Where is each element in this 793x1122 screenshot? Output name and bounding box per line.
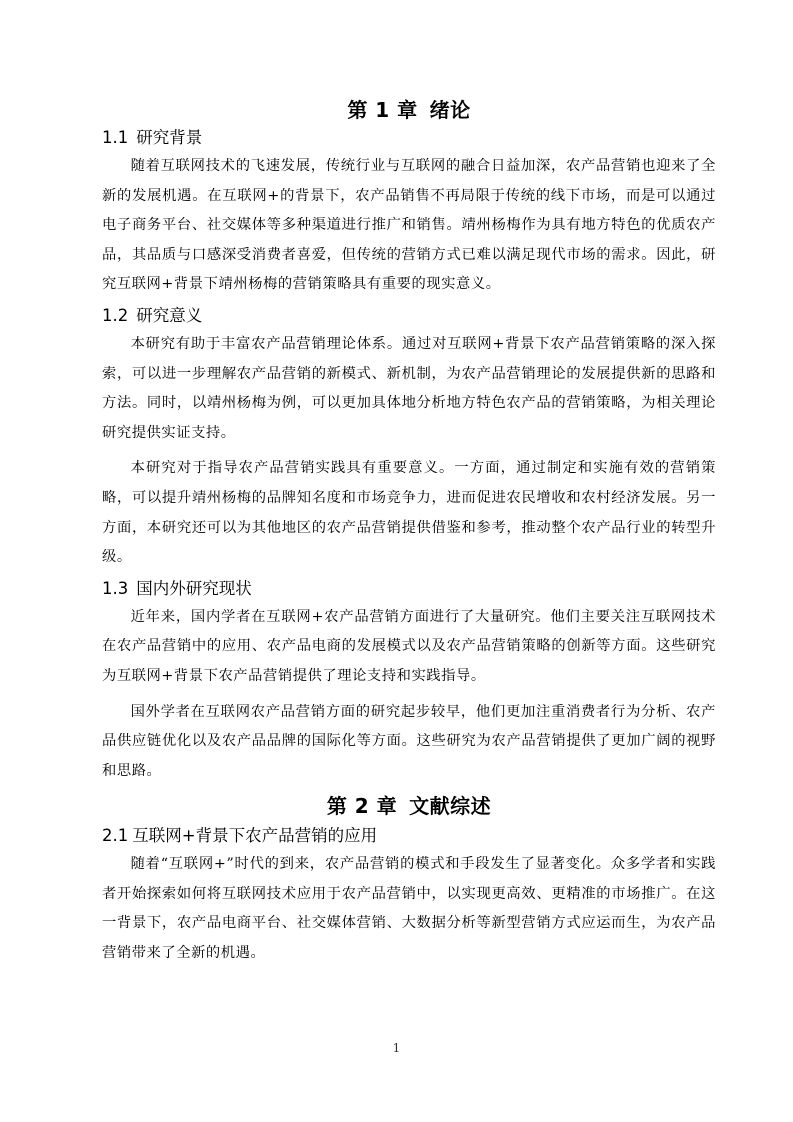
section-1-2-number: 1.2 [102,305,129,325]
section-1-3-heading [102,575,716,603]
paragraph: 近年来，国内学者在互联网+农产品营销方面进行了大量研究。他们主要关注互联网技术在农产品营销中的应用、农产品电商的发展模式以及农产品营销策略的创新等方面。这些研究为互联网+背景下农产品营销提供了理论支持和实践指导。 [102,608,716,684]
section-1-1-heading [102,124,716,152]
section-1-3-number: 1.3 [102,578,129,598]
paragraph: 本研究对于指导农产品营销实践具有重要意义。一方面，通过制定和实施有效的营销策略，可以提升靖州杨梅的品牌知名度和市场竞争力，进而促进农民增收和农村经济发展。另一方面，本研究还可以为其他地区的农产品营销提供借鉴和参考，推动整个农产品行业的转型升级。 [102,460,716,566]
section-2-1-heading [102,822,716,850]
section-2-1-title: 互联网+背景下农产品营销的应用 [132,826,378,846]
section-1-2-title: 研究意义 [136,305,203,325]
section-2-1 [102,822,716,968]
document-page [102,96,716,969]
section-1-1-number: 1.1 [102,128,129,147]
paragraph: 随着互联网技术的飞速发展，传统行业与互联网的融合日益加深，农产品营销也迎来了全新的发展机遇。在互联网+的背景下，农产品销售不再局限于传统的线下市场，而是可以通过电子商务平台、社交媒体等多种渠道进行推广和销售。靖州杨梅作为具有地方特色的优质农产品，其品质与口感深受消费者喜爱，但传统的营销方式已难以满足现代市场的需求。因此，研究互联网+背景下靖州杨梅的营销策略具有重要的现实意义。 [102,158,716,293]
paragraph: 随着“互联网+”时代的到来，农产品营销的模式和手段发生了显著变化。众多学者和实践者开始探索如何将互联网技术应用于农产品营销中，以实现更高效、更精准的市场推广。在这一背景下，农产品电商平台、社交媒体营销、大数据分析等新型营销方式应运而生，为农产品营销带来了全新的机遇。 [102,856,716,962]
chapter-2-number: 第 2 章 [326,794,398,819]
section-1-3 [102,575,716,787]
section-2-1-number: 2.1 [102,826,129,846]
chapter-2-title [102,792,716,820]
chapter-2-title-text: 文献综述 [409,794,492,819]
section-1-3-title: 国内外研究现状 [136,578,252,598]
section-1-1 [102,124,716,300]
paragraph: 国外学者在互联网农产品营销方面的研究起步较早，他们更加注重消费者行为分析、农产品供应链优化以及农产品品牌的国际化等方面。这些研究为农产品营销提供了更加广阔的视野和思路。 [102,703,716,779]
section-1-1-title: 研究背景 [136,128,203,147]
chapter-1-number: 第 1 章 [347,98,418,122]
paragraph: 本研究有助于丰富农产品营销理论体系。通过对互联网+背景下农产品营销策略的深入探索，可以进一步理解农产品营销的新模式、新机制，为农产品营销理论的发展提供新的思路和方法。同时，以靖州杨梅为例，可以更加具体地分析地方特色农产品的营销策略，为相关理论研究提供实证支持。 [102,335,716,441]
chapter-1-title-text: 绪论 [429,98,471,122]
chapter-1-title [102,96,716,124]
page-number: 1 [392,1041,401,1055]
section-1-2-heading [102,302,716,330]
section-1-2 [102,302,716,573]
